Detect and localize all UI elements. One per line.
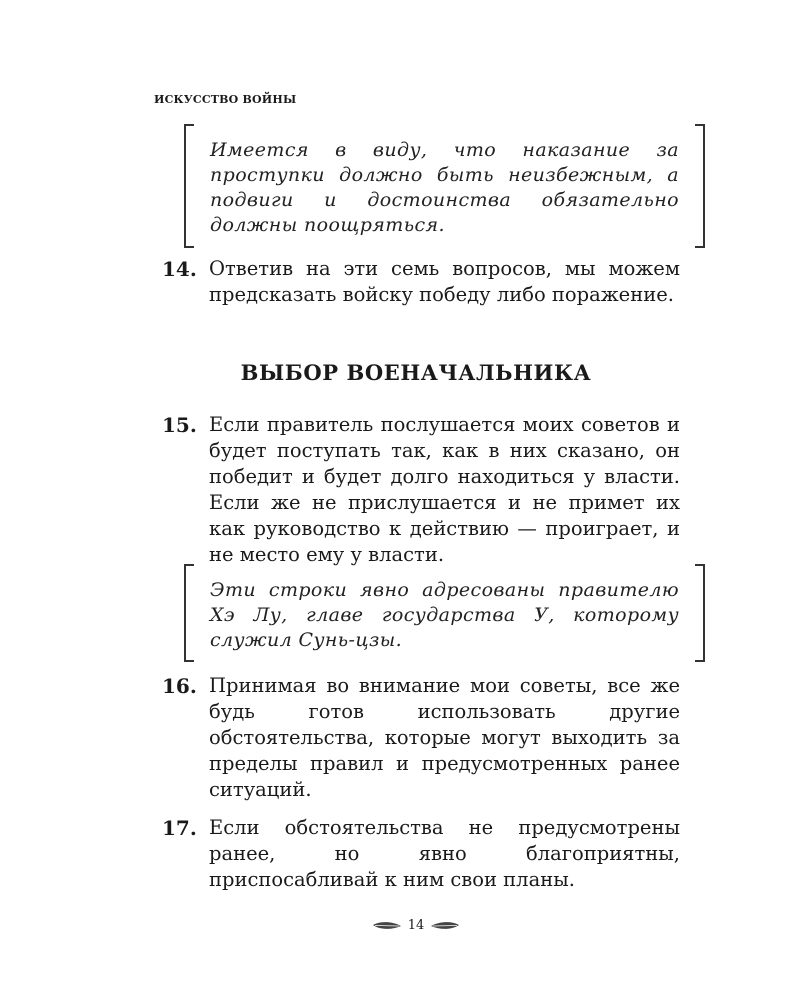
commentary-note bbox=[184, 564, 705, 662]
running-header: ИСКУССТВО ВОЙНЫ bbox=[154, 93, 297, 106]
left-bracket bbox=[184, 564, 194, 662]
commentary-note bbox=[184, 124, 705, 248]
note-text: Имеется в виду, что наказание за проступки должно быть неизбежным, а подвиги и достоинства обязательно должны поощряться. bbox=[210, 139, 679, 236]
paragraph-text: Если обстоятельства не предусмотрены ранее, но явно благоприятны, приспосабливай к ним свои планы. bbox=[209, 816, 680, 891]
paragraph-16 bbox=[162, 673, 680, 803]
paragraph-14 bbox=[162, 256, 680, 308]
paragraph-17 bbox=[162, 815, 680, 893]
page-number: 14 bbox=[407, 918, 425, 933]
paragraph-text: Принимая во внимание мои советы, все же будь готов использовать другие обстоятельства, которые могут выходить за пределы правил и предусмотренных ранее ситуаций. bbox=[209, 674, 680, 801]
paragraph-number: 14. bbox=[162, 257, 197, 281]
paragraph-text: Ответив на эти семь вопросов, мы можем предсказать войску победу либо поражение. bbox=[209, 257, 680, 306]
left-bracket bbox=[184, 124, 194, 248]
right-bracket bbox=[695, 564, 705, 662]
paragraph-15 bbox=[162, 412, 680, 568]
paragraph-text: Если правитель послушается моих советов и будет поступать так, как в них сказано, он победит и будет долго находиться у власти. Если же не прислушается и не примет их как руководство к действию — проиграет, и не место ему у власти. bbox=[209, 413, 680, 566]
right-bracket bbox=[695, 124, 705, 248]
paragraph-number: 16. bbox=[162, 674, 197, 698]
left-leaf-ornament-icon bbox=[372, 921, 402, 931]
page-footer bbox=[0, 918, 800, 933]
section-title: ВЫБОР ВОЕНАЧАЛЬНИКА bbox=[240, 360, 592, 385]
paragraph-number: 17. bbox=[162, 816, 197, 840]
note-text: Эти строки явно адресованы правителю Хэ Лу, главе государства У, которому служил Сунь-цзы. bbox=[210, 579, 679, 651]
paragraph-number: 15. bbox=[162, 413, 197, 437]
right-leaf-ornament-icon bbox=[430, 921, 460, 931]
